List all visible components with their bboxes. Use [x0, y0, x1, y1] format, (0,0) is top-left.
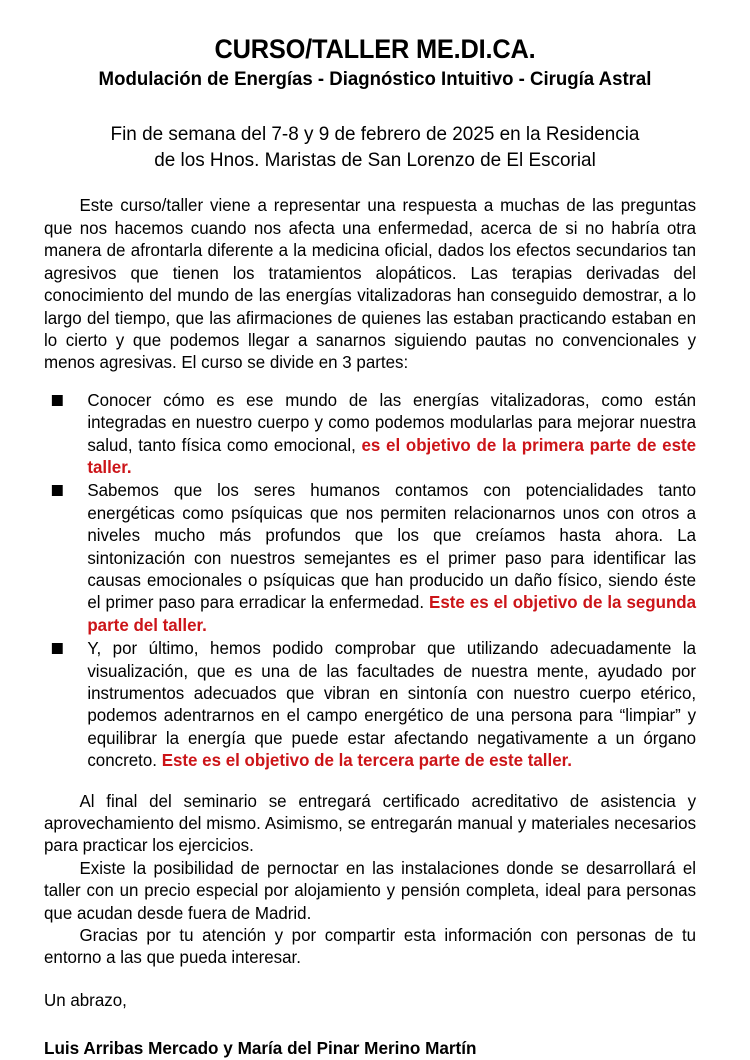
list-item-accent-text: Este es el objetivo de la segunda parte del taller.: [87, 592, 697, 635]
list-item: [44, 479, 696, 636]
filled-square-bullet-icon: [52, 643, 63, 654]
filled-square-bullet-icon: [52, 485, 63, 496]
list-item: [44, 637, 696, 771]
list-item-accent-text: es el objetivo de la primera parte de este taller.: [87, 434, 697, 477]
closing-section: [44, 790, 706, 969]
list-item-accent-text: Este es el objetivo de la tercera parte de este taller.: [161, 750, 572, 771]
thanks-paragraph: Gracias por tu atención y por compartir esta información con personas de tu entorno a las que pueda interesar.: [44, 925, 697, 968]
list-item-text: Y, por último, hemos podido comprobar que utilizando adecuadamente la visualización, que es una de las facultades de nuestra mente, ayudado por instrumentos adecuados que vibran en sintonía con nuestro cuerpo etérico, podemos adentrarnos en el campo energético de una persona para “limpiar” y equilibrar la energía que puede estar afectando negativamente a un órgano concreto.: [87, 638, 697, 771]
intro-section: [44, 194, 706, 373]
event-venue-line: de los Hnos. Maristas de San Lorenzo de El Escorial: [154, 148, 596, 171]
list-item: [44, 389, 696, 479]
document-header: [44, 0, 706, 92]
list-item-text: Conocer cómo es ese mundo de las energías vitalizadoras, como están integradas en nuestro cuerpo y como podemos modularlas para mejorar nuestra salud, tanto física como emocional,: [87, 389, 697, 455]
course-parts-list: [44, 389, 706, 772]
farewell-text: Un abrazo,: [44, 989, 127, 1010]
event-date-venue: [54, 122, 696, 174]
page-subtitle: Modulación de Energías - Diagnóstico Intuitivo - Cirugía Astral: [98, 68, 652, 91]
signature-line: Luis Arribas Mercado y María del Pinar Merino Martín: [44, 1038, 477, 1059]
intro-paragraph: Este curso/taller viene a representar una respuesta a muchas de las preguntas que nos hacemos cuando nos afecta una enfermedad, acerca de si no habría otra manera de afrontarla diferente a la medicina oficial, dados los efectos secundarios tan agresivos que tienen los tratamientos alopáticos. Las terapias derivadas del conocimiento del mundo de las energías vitalizadoras han conseguido demostrar, a lo largo del tiempo, que las afirmaciones de quienes las estaban practicando estaban en lo cierto y que podemos llegar a sanarnos siguiendo pautas no convencionales y menos agresivas. El curso se divide en 3 partes:: [44, 195, 697, 373]
page-title: CURSO/TALLER ME.DI.CA.: [214, 34, 536, 64]
event-date-line: Fin de semana del 7-8 y 9 de febrero de 2025 en la Residencia: [110, 122, 640, 145]
lodging-paragraph: Existe la posibilidad de pernoctar en las instalaciones donde se desarrollará el taller con un precio especial por alojamiento y pensión completa, ideal para personas que acudan desde fuera de Madrid.: [44, 857, 697, 923]
certificate-paragraph: Al final del seminario se entregará certificado acreditativo de asistencia y aprovechamiento del mismo. Asimismo, se entregarán manual y materiales necesarios para practicar los ejercicios.: [44, 790, 697, 856]
list-item-text: Sabemos que los seres humanos contamos con potencialidades tanto energéticas como psíquicas que nos permiten relacionarnos unos con otros a niveles mucho más profundos que los que creíamos hasta ahora. La sintonización con nuestros semejantes es el primer paso para identificar las causas emocionales o psíquicas que han producido un daño físico, siendo éste el primer paso para erradicar la enfermedad.: [87, 480, 697, 613]
filled-square-bullet-icon: [52, 395, 63, 406]
